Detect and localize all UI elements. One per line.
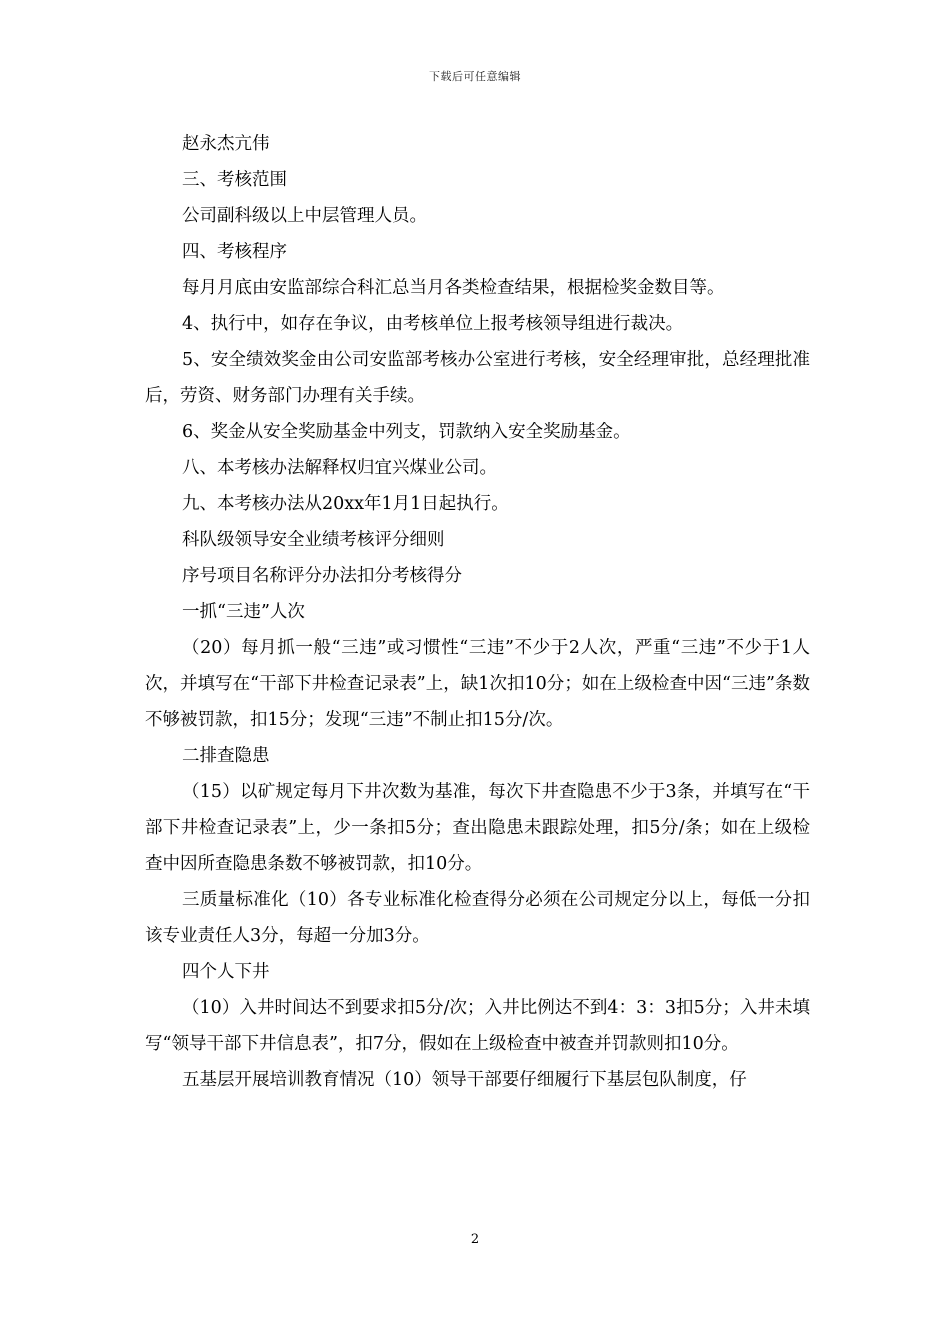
paragraph: 八、本考核办法解释权归宜兴煤业公司。: [182, 458, 497, 478]
paragraph: 五基层开展培训教育情况（10）领导干部要仔细履行下基层包队制度，仔: [182, 1070, 747, 1090]
section-heading: 三、考核范围: [182, 170, 287, 190]
page-number: 2: [470, 1232, 480, 1247]
paragraph: 5、安全绩效奖金由公司安监部考核办公室进行考核，安全经理审批，总经理批准后，劳资、财务部门办理有关手续。: [145, 350, 810, 406]
paragraph: （20）每月抓一般“三违”或习惯性“三违”不少于2人次，严重“三违”不少于1人次，并填写在“干部下井检查记录表”上，缺1次扣10分；如在上级检查中因“三违”条数不够被罚款，扣15分；发现“三违”不制止扣15分/次。: [145, 638, 810, 730]
paragraph: 6、奖金从安全奖励基金中列支，罚款纳入安全奖励基金。: [182, 422, 631, 442]
paragraph: 每月月底由安监部综合科汇总当月各类检查结果，根据检奖金数目等。: [182, 278, 725, 298]
paragraph: 序号项目名称评分办法扣分考核得分: [182, 566, 462, 586]
paragraph: （10）入井时间达不到要求扣5分/次；入井比例达不到4：3：3扣5分；入井未填写“领导干部下井信息表”，扣7分，假如在上级检查中被查并罚款则扣10分。: [145, 998, 810, 1054]
document-body: [145, 126, 810, 1098]
paragraph: （15）以矿规定每月下井次数为基准，每次下井查隐患不少于3条，并填写在“干部下井检查记录表”上，少一条扣5分；查出隐患未跟踪处理，扣5分/条；如在上级检查中因所查隐患条数不够被罚款，扣10分。: [145, 782, 810, 874]
paragraph: 科队级领导安全业绩考核评分细则: [182, 530, 445, 550]
paragraph: 一抓“三违”人次: [182, 602, 305, 622]
paragraph: 公司副科级以上中层管理人员。: [182, 206, 427, 226]
paragraph: 4、执行中，如存在争议，由考核单位上报考核领导组进行裁决。: [182, 314, 684, 334]
section-heading: 四、考核程序: [182, 242, 287, 262]
paragraph: 赵永杰亢伟: [182, 134, 270, 154]
paragraph: 二排查隐患: [182, 746, 270, 766]
paragraph: 九、本考核办法从20xx年1月1日起执行。: [182, 494, 509, 514]
page-header: 下载后可任意编辑: [429, 70, 521, 83]
paragraph: 三质量标准化（10）各专业标准化检查得分必须在公司规定分以上，每低一分扣该专业责任人3分，每超一分加3分。: [145, 890, 810, 946]
paragraph: 四个人下井: [182, 962, 270, 982]
